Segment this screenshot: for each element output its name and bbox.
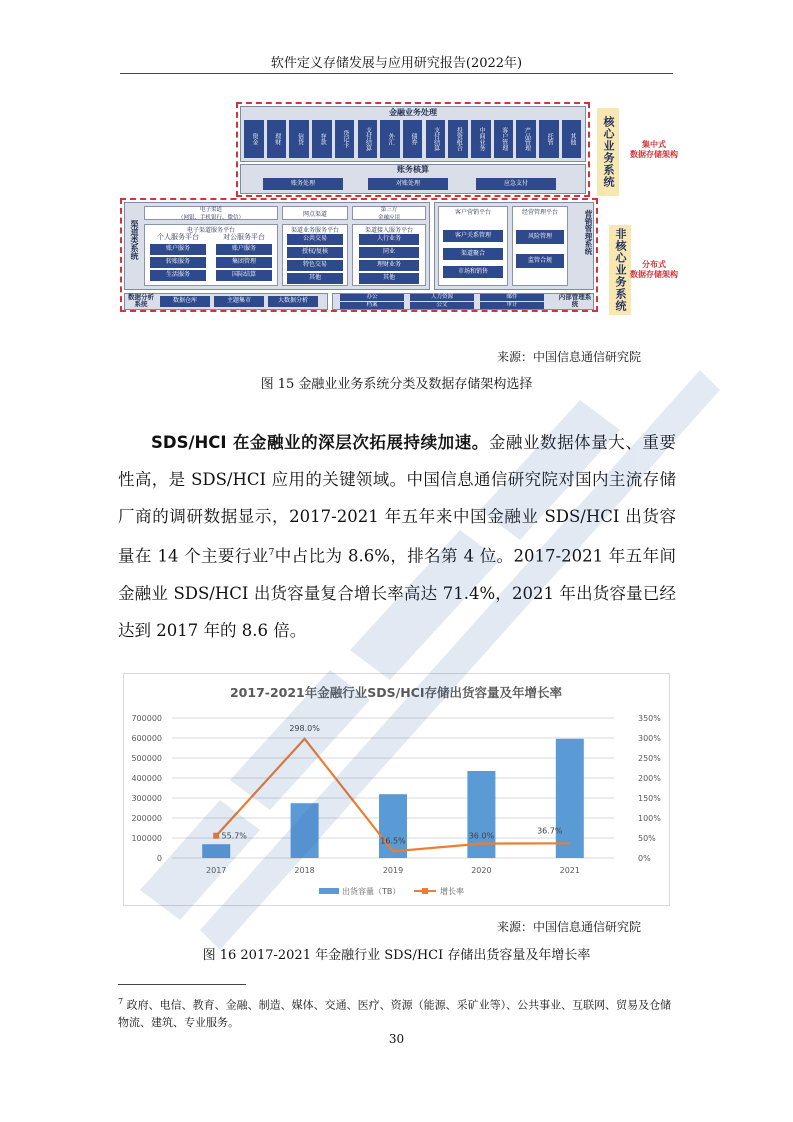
- personal-item: 转账服务: [150, 257, 206, 268]
- ops-item: 风险管理: [516, 230, 564, 244]
- legend-bar-label: 出货容量（TB）: [342, 887, 401, 896]
- x-tick: 2017: [206, 866, 227, 875]
- core-item: 托管: [539, 120, 559, 158]
- corp-item: 账户服务: [216, 244, 272, 255]
- para-text-2: 中占比为 8.6%，排名第 4 位。2017-2021 年五年间金融业 SDS/HCI 出货容量复合增长率高达 71.4%，2021 年出货容量已经达到 2017 年的 8.6 倍。: [118, 546, 676, 640]
- chart-title: 2017-2021年金融行业SDS/HCI存储出货容量及年增长率: [229, 685, 563, 700]
- y-left-tick: 200000: [131, 814, 162, 823]
- core-arch-label: 集中式 数据存储架构: [630, 140, 678, 159]
- core-item: 其他: [562, 120, 582, 158]
- channel-tag: 渠道类系统: [130, 220, 139, 260]
- data-tag: 数据分析系统: [128, 293, 154, 309]
- core-item: 支付结算: [358, 120, 378, 158]
- chart-frame: [123, 673, 670, 906]
- third-title: 渠道接入服务平台: [364, 227, 413, 234]
- internal-item: 档案: [340, 302, 404, 309]
- data-item: 主题集市: [214, 296, 264, 307]
- third-item: 人行业务: [359, 234, 419, 245]
- body-paragraph: [118, 424, 676, 649]
- para-lead: SDS/HCI 在金融业的深层次拓展持续加速。: [151, 433, 489, 452]
- internal-item: 邮件: [480, 294, 544, 301]
- third-item: 其他: [359, 273, 419, 284]
- core-item: 支付结算: [426, 120, 446, 158]
- internal-tag: 内部管理系统: [558, 293, 592, 309]
- personal-title: 个人服务平台: [157, 233, 199, 241]
- ops-platform: [512, 206, 568, 286]
- growth-label: 36.0%: [468, 831, 495, 841]
- y-right-tick: 0%: [638, 854, 651, 863]
- core-item: 客户管理: [494, 120, 514, 158]
- internal-item: 办公: [340, 294, 404, 301]
- mkt-item: 客户关系管理: [443, 230, 503, 242]
- y-right-tick: 200%: [638, 774, 661, 783]
- noncore-system-tag: 非核心业务系统: [609, 225, 631, 315]
- core-item: 信贷: [289, 120, 309, 158]
- core-item: 资金: [244, 120, 264, 158]
- legend-line-label: 增长率: [440, 887, 464, 896]
- y-left-tick: 300000: [131, 794, 162, 803]
- legend-bar-swatch: [319, 888, 339, 894]
- branch-title: 渠道业务服务平台: [290, 227, 339, 234]
- x-tick: 2021: [559, 866, 580, 875]
- mkt-tag: 营销管理系统: [584, 210, 593, 255]
- branch-item: 特色交易: [287, 260, 343, 271]
- footnote-rule: [118, 984, 246, 985]
- page-number: 30: [388, 1032, 405, 1046]
- channel-electronic: 电子渠道 （网银、手机银行、微信）: [144, 206, 278, 220]
- para-text-1: 金融业数据体量大、重要性高，是 SDS/HCI 应用的关键领域。中国信息通信研究院对国内主流存储厂商的调研数据显示，2017-2021 年五年来中国金融业 SDS/HCI 出货容量在 14 个主要行业: [118, 433, 676, 566]
- y-right-tick: 150%: [638, 794, 661, 803]
- branch-item: 授权/复核: [287, 247, 343, 258]
- y-left-tick: 400000: [131, 774, 162, 783]
- y-right-tick: 50%: [638, 834, 656, 843]
- y-right-tick: 300%: [638, 734, 661, 743]
- core-item: 中间业务: [471, 120, 491, 158]
- mkt-item: 渠道聚合: [443, 248, 503, 260]
- core-item: 贷记卡: [335, 120, 355, 158]
- ledger-item: 应急支付: [476, 178, 556, 190]
- footnote-ref: 7: [268, 548, 275, 558]
- growth-label: 36.7%: [537, 826, 563, 836]
- ledger-title: 账务核算: [397, 165, 429, 174]
- mkt-item: 市场和销售: [443, 266, 503, 278]
- core-item: 债券: [403, 120, 423, 158]
- ops-title: 经营管理平台: [521, 209, 558, 216]
- header-rule: [120, 73, 673, 74]
- data-item: 大数据分析: [268, 296, 318, 307]
- bar: [202, 844, 230, 858]
- y-left-tick: 600000: [131, 734, 162, 743]
- corp-item: 集团管理: [216, 257, 272, 268]
- y-left-tick: 500000: [131, 754, 162, 763]
- core-item: 理财: [267, 120, 287, 158]
- legend-line-marker: [422, 888, 428, 894]
- fig15-caption: 图 15 金融业业务系统分类及数据存储架构选择: [260, 377, 533, 392]
- x-tick: 2019: [382, 866, 404, 875]
- corp-title: 对公服务平台: [223, 233, 265, 241]
- internal-item: 公文: [410, 302, 474, 309]
- x-tick: 2018: [294, 866, 315, 875]
- y-right-tick: 350%: [638, 714, 661, 723]
- core-item: 投资组合: [448, 120, 468, 158]
- core-item: 存款: [312, 120, 332, 158]
- fig16-caption: 图 16 2017-2021 年金融行业 SDS/HCI 存储出货容量及年增长率: [202, 948, 591, 963]
- bar-line-chart: [124, 674, 669, 905]
- core-title: 金融业务处理: [389, 108, 437, 117]
- bar: [556, 739, 584, 858]
- personal-item: 账户服务: [150, 244, 206, 255]
- footnote-text: 政府、电信、教育、金融、制造、媒体、交通、医疗、资源（能源、采矿业等）、公共事业、互联网、贸易及仓储物流、建筑、专业服务。: [118, 998, 672, 1029]
- ebank-title: 电子渠道服务平台: [186, 227, 235, 234]
- noncore-arch-label: 分布式 数据存储架构: [630, 260, 678, 279]
- ledger-item: 账务处理: [263, 178, 343, 190]
- corp-item: 国际结算: [216, 270, 272, 281]
- personal-item: 生活服务: [150, 270, 206, 281]
- third-item: 理财业务: [359, 260, 419, 271]
- page-header: 软件定义存储发展与应用研究报告(2022年): [270, 56, 523, 71]
- y-right-tick: 250%: [638, 754, 661, 763]
- core-item: 产品管理: [516, 120, 536, 158]
- footnote: [118, 993, 678, 1031]
- y-left-tick: 100000: [131, 834, 162, 843]
- bar: [379, 794, 407, 858]
- mkt-title: 客户营销平台: [454, 209, 491, 216]
- y-right-tick: 100%: [638, 814, 661, 823]
- growth-label: 55.7%: [221, 831, 247, 841]
- fig16-source: 来源：中国信息通信研究院: [497, 920, 642, 934]
- core-item: 外汇: [380, 120, 400, 158]
- data-item: 数据仓库: [160, 296, 210, 307]
- branch-item: 其他: [287, 273, 343, 284]
- fig15-source: 来源：中国信息通信研究院: [497, 350, 642, 364]
- growth-label: 16.5%: [380, 836, 406, 846]
- channel-branch: 网点渠道: [282, 206, 348, 220]
- ops-item: 监管合规: [516, 254, 564, 268]
- ledger-item: 对账处理: [368, 178, 448, 190]
- y-left-tick: 700000: [131, 714, 162, 723]
- architecture-figure: [118, 100, 678, 315]
- bar: [291, 803, 319, 858]
- branch-item: 公共交易: [287, 234, 343, 245]
- footnote-mark: 7: [118, 997, 124, 1006]
- growth-marker: [213, 833, 219, 839]
- x-tick: 2020: [471, 866, 492, 875]
- core-system-tag: 核心业务系统: [597, 108, 619, 196]
- growth-label: 298.0%: [289, 723, 320, 733]
- channel-third-party: 第三方 金融应用: [352, 206, 426, 220]
- y-left-tick: 0: [156, 854, 162, 863]
- internal-item: 审计: [480, 302, 544, 309]
- third-item: 同业: [359, 247, 419, 258]
- internal-item: 人力资源: [410, 294, 474, 301]
